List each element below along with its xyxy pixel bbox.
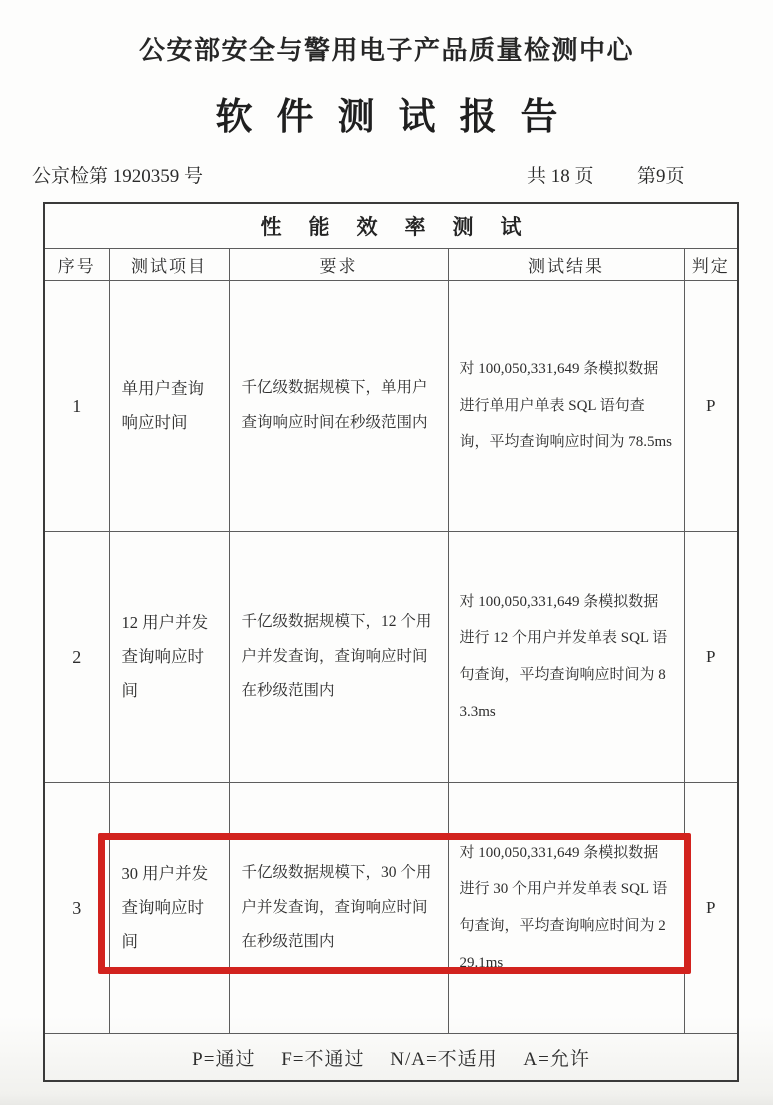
verdict: P: [684, 532, 738, 783]
report-number: 公京检第 1920359 号: [32, 166, 204, 187]
test-requirement: 千亿级数据规模下，单用户查询响应时间在秒级范围内: [229, 281, 448, 532]
test-result: 对 100,050,331,649 条模拟数据进行 12 个用户并发单表 SQL 语句查询，平均查询响应时间为 83.3ms: [448, 532, 684, 783]
column-header-verdict: 判定: [684, 249, 738, 281]
column-header-item: 测试项目: [109, 249, 229, 281]
total-pages: 共 18 页: [527, 166, 594, 187]
organization-name: 公安部安全与警用电子产品质量检测中心: [138, 36, 634, 65]
row-number: 2: [44, 532, 109, 783]
test-result: 对 100,050,331,649 条模拟数据进行 30 个用户并发单表 SQL 语句查询，平均查询响应时间为 229.1ms: [448, 783, 684, 1034]
test-item: 12 用户并发查询响应时间: [109, 532, 229, 783]
test-item: 30 用户并发查询响应时间: [109, 783, 229, 1034]
test-result: 对 100,050,331,649 条模拟数据进行单用户单表 SQL 语句查询，平均查询响应时间为 78.5ms: [448, 281, 684, 532]
table-row-highlighted: [44, 783, 738, 1034]
test-requirement: 千亿级数据规模下，12 个用户并发查询，查询响应时间在秒级范围内: [229, 532, 448, 783]
table-row: [44, 532, 738, 783]
test-item: 单用户查询响应时间: [109, 281, 229, 532]
table-row: [44, 281, 738, 532]
section-title: 性能效率测试: [44, 203, 738, 249]
legend-row: [44, 1034, 738, 1082]
table-header-row: [44, 249, 738, 281]
test-report-table: [43, 202, 739, 1082]
test-requirement: 千亿级数据规模下，30 个用户并发查询，查询响应时间在秒级范围内: [229, 783, 448, 1034]
document-title: 软件测试报告: [215, 97, 582, 138]
verdict: P: [684, 783, 738, 1034]
row-number: 3: [44, 783, 109, 1034]
row-number: 1: [44, 281, 109, 532]
table-section-title-row: [44, 203, 738, 249]
verdict-legend: P=通过 F=不通过 N/A=不适用 A=允许: [44, 1034, 738, 1082]
current-page: 第9页: [637, 166, 685, 187]
column-header-result: 测试结果: [448, 249, 684, 281]
column-header-requirement: 要求: [229, 249, 448, 281]
verdict: P: [684, 281, 738, 532]
column-header-no: 序号: [44, 249, 109, 281]
